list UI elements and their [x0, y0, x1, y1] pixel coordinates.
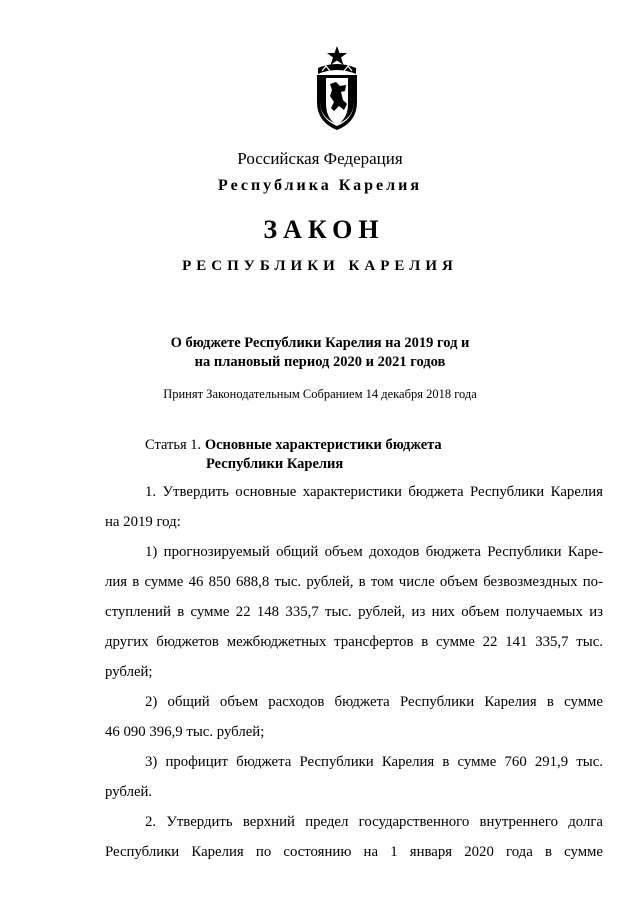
article-body [105, 483, 603, 873]
text-line: на 2019 год: [105, 514, 181, 530]
adoption-note: Принят Законодательным Собранием 14 декабря 2018 года [163, 387, 477, 401]
article-number: Статья 1. [145, 437, 202, 453]
karelia-coat-of-arms-icon [312, 44, 362, 134]
text-line: 2) общий объем расходов бюджета Республики Карелия в сумме [145, 694, 603, 710]
text-line: рублей; [105, 664, 153, 680]
text-line: рублей. [105, 784, 153, 800]
text-line: других бюджетов межбюджетных трансфертов в сумме 22 141 335,7 тыс. [105, 634, 603, 650]
text-line: Республики Карелия по состоянию на 1 января 2020 года в сумме [105, 844, 603, 860]
text-line: 46 090 396,9 тыс. рублей; [105, 724, 265, 740]
law-title-line: О бюджете Республики Карелия на 2019 год и [170, 335, 470, 351]
article-heading [145, 436, 442, 474]
text-line: ступлений в сумме 22 148 335,7 тыс. рублей, из них объем получаемых из [105, 604, 603, 620]
text-line: 2. Утвердить верхний предел государственного внутреннего долга [145, 814, 603, 830]
text-line: 3) профицит бюджета Республики Карелия в сумме 760 291,9 тыс. [145, 754, 603, 770]
text-line: лия в сумме 46 850 688,8 тыс. рублей, в том числе объем безвозмездных по- [105, 574, 603, 590]
article-title: Основные характеристики бюджета [204, 437, 442, 453]
republic-name: Республика Карелия [218, 177, 422, 194]
issuer-name: РЕСПУБЛИКИ КАРЕЛИЯ [182, 258, 458, 274]
text-line: 1) прогнозируемый общий объем доходов бюджета Республики Каре- [145, 544, 603, 560]
law-title [0, 334, 640, 372]
country-name: Российская Федерация [237, 149, 403, 168]
document-type: ЗАКОН [263, 215, 385, 244]
article-title: Республики Карелия [206, 456, 344, 472]
text-line: 1. Утвердить основные характеристики бюджета Республики Карелия [145, 484, 603, 500]
law-title-line: на плановый период 2020 и 2021 годов [194, 354, 446, 370]
